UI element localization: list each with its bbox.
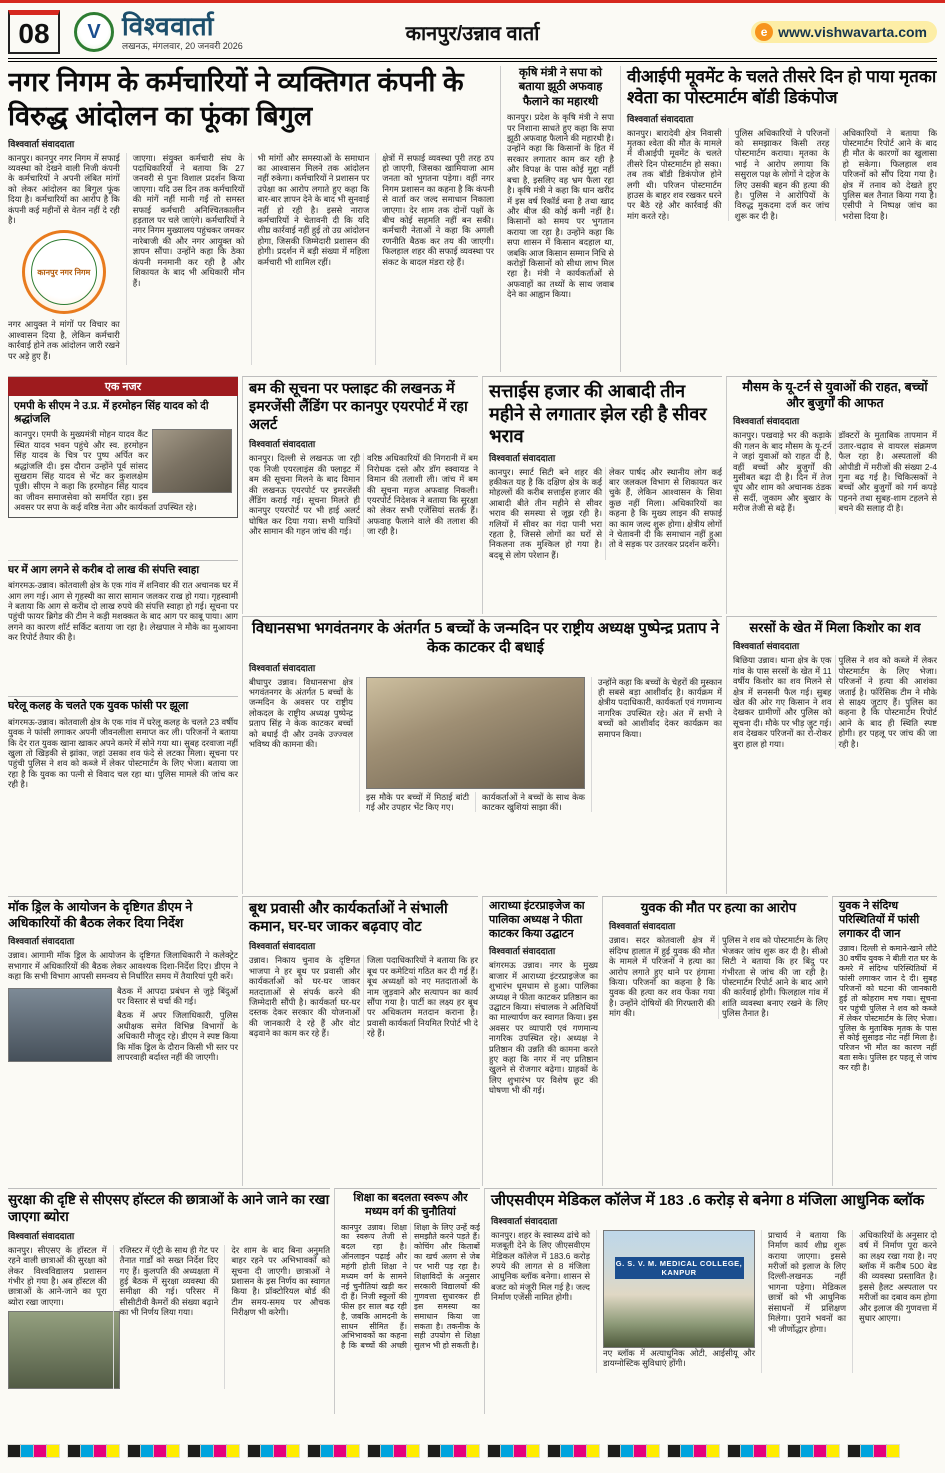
body-paragraph: उन्नाव। सदर कोतवाली क्षेत्र में संदिग्ध हालात में हुई युवक की मौत के मामले में परिजनों ने हत्या का आरोप लगाते हुए थाने पर हंगामा किया। परिजनों का कहना है कि युवक की हत्या कर शव फेंका गया है। उन्होंने दोषियों की गिरफ्तारी की मांग की। xyxy=(609,935,715,1019)
article-headline: जीएसवीएम मेडिकल कॉलेज में 183 .6 करोड़ से बनेगा 8 मंजिला आधुनिक ब्लॉक xyxy=(491,1192,925,1209)
color-swatch xyxy=(848,1445,860,1457)
body-paragraph: कानपुर। स्मार्ट सिटी बने शहर की हकीकत यह है कि दक्षिण क्षेत्र के कई मोहल्लों की करीब सत्ताईस हजार की आबादी बीते तीन महीने से सीवर भराव की समस्या से जूझ रही है। गलियों में सीवर का गंदा पानी भरा रहता है, जिससे लोगों का घरों से निकलना तक मुश्किल हो गया है। बदबू से लोग परेशान हैं। xyxy=(489,466,602,560)
body-paragraph: कानपुर। प्रदेश के कृषि मंत्री ने सपा पर निशाना साधते हुए कहा कि सपा झूठी अफवाह फैलाने की महारथी है। उन्होंने कहा कि किसानों के हित में सरकार लगातार काम कर रही है और विपक्ष के पास कोई मुद्दा नहीं बचा है, इसलिए वह भ्रम फैला रहा है। कृषि मंत्री ने कहा कि धान खरीद में इस वर्ष रिकॉर्ड बना है तथा खाद और बीज की कोई कमी नहीं है। किसानों को समय पर भुगतान कराया जा रहा है। उन्होंने कहा कि सपा शासन में किसान बदहाल था, जबकि आज किसान सम्मान निधि से करोड़ों किसानों को सीधा लाभ मिल रहा है। मंत्री ने कार्यकर्ताओं से अफवाहों का तथ्यों के साथ जवाब देने का आह्वान किया। xyxy=(507,112,614,300)
color-swatch xyxy=(527,1445,539,1457)
color-bar-group xyxy=(188,1445,239,1457)
body-paragraph: कानपुर। शहर के स्वास्थ्य ढांचे को मजबूती देने के लिए जीएसवीएम मेडिकल कॉलेज में 183.6 करोड़ रुपये की लागत से 8 मंजिला आधुनिक ब्लॉक बनेगा। शासन से बजट को मंजूरी मिल गई है। जल्द निर्माण एजेंसी नामित होगी। xyxy=(491,1229,590,1303)
article-sewer xyxy=(482,376,722,614)
color-swatch xyxy=(394,1445,406,1457)
color-swatch xyxy=(467,1445,479,1457)
birthday-cake-photo xyxy=(366,677,585,789)
color-bar-group xyxy=(488,1445,539,1457)
color-swatch xyxy=(287,1445,299,1457)
color-swatch xyxy=(34,1445,46,1457)
article-headline: युवक ने संदिग्ध परिस्थितियों में फांसी लगाकर दी जान xyxy=(839,900,920,940)
byline: विश्ववार्ता संवाददाता xyxy=(8,1230,75,1241)
color-swatch xyxy=(201,1445,213,1457)
color-swatch xyxy=(227,1445,239,1457)
color-swatch xyxy=(441,1445,453,1457)
article-shiksha xyxy=(334,1188,480,1414)
color-bar-group xyxy=(788,1445,839,1457)
color-swatch xyxy=(154,1445,166,1457)
body-paragraph: बैठक में अपर जिलाधिकारी, पुलिस अधीक्षक समेत विभिन्न विभागों के अधिकारी मौजूद रहे। डीएम ने स्पष्ट किया कि मॉक ड्रिल के दौरान किसी भी स्तर पर लापरवाही बर्दाश्त नहीं की जाएगी। xyxy=(117,1010,238,1063)
byline: विश्ववार्ता संवाददाता xyxy=(489,452,556,463)
e-globe-icon: e xyxy=(755,23,773,41)
article-headline: वीआईपी मूवमेंट के चलते तीसरे दिन हो पाया मृतका श्वेता का पोस्टमार्टम बॉडी डिकंपोज xyxy=(627,67,937,108)
article-weather xyxy=(726,376,937,614)
body-paragraph: पुलिस ने शव को कब्जे में लेकर पोस्टमार्टम के लिए भेजा। परिजनों ने हत्या की आशंका जताई है। फॉरेंसिक टीम ने मौके से साक्ष्य जुटाए हैं। पुलिस का कहना है कि पोस्टमार्टम रिपोर्ट आने के बाद ही स्थिति स्पष्ट होगी। हर पहलू पर जांच की जा रही है। xyxy=(838,655,937,749)
body-paragraph: कानपुर। कानपुर नगर निगम में सफाई व्यवस्था को देखने वाली निजी कंपनी के कर्मचारियों ने अपनी लंबित मांगों को लेकर आंदोलन का बिगुल फूंक दिया है। कर्मचारियों का आरोप है कि कंपनी कई महीनों से वेतन नहीं दे रही है। xyxy=(8,152,120,226)
body-paragraph: डॉक्टरों के मुताबिक तापमान में उतार-चढ़ाव से वायरल संक्रमण फैल रहा है। अस्पतालों की ओपीडी में मरीजों की संख्या 2-4 गुना बढ़ गई है। चिकित्सकों ने बच्चों और बुजुर्गों को गर्म कपड़े पहनने तथा सुबह-शाम टहलने से बचने की सलाह दी है। xyxy=(838,430,937,514)
article-headline: आराध्या इंटरप्राइजेज का पालिका अध्यक्ष ने फीता काटकर किया उद्घाटन xyxy=(489,900,585,940)
color-swatch xyxy=(814,1445,826,1457)
body-paragraph: कानपुर। पखवाड़े भर की कड़ाके की गलन के बाद मौसम के यू-टर्न ने जहां युवाओं को राहत दी है, वहीं बच्चों और बुजुर्गों की मुसीबत बढ़ा दी है। दिन में तेज धूप और शाम को अचानक ठंडक से सर्दी, जुकाम और बुखार के मरीज तेजी से बढ़े हैं। xyxy=(733,430,832,514)
color-bar-group xyxy=(248,1445,299,1457)
color-bar-group xyxy=(8,1445,59,1457)
page-number: 08 xyxy=(8,10,60,54)
byline: विश्ववार्ता संवाददाता xyxy=(627,113,694,124)
article-headline: सत्ताईस हजार की आबादी तीन महीने से लगातार झेल रही है सीवर भराव xyxy=(489,381,707,446)
byline: विश्ववार्ता संवाददाता xyxy=(249,941,316,952)
color-swatch xyxy=(608,1445,620,1457)
byline: विश्ववार्ता संवाददाता xyxy=(609,921,676,932)
article-body xyxy=(249,677,722,813)
article-headline: घर में आग लगने से करीब दो लाख की संपत्ति स्वाहा xyxy=(8,564,200,576)
body-paragraph: कानपुर उन्नाव। शिक्षा का स्वरूप तेजी से बदल रहा है। ऑनलाइन पढ़ाई और महंगी होती शिक्षा ने मध्यम वर्ग के सामने नई चुनौतियां खड़ी कर दी हैं। निजी स्कूलों की फीस हर साल बढ़ रही है, जबकि आमदनी के साधन सीमित हैं। अभिभावकों का कहना है कि बच्चों की अच्छी शिक्षा के लिए उन्हें कई समझौते करने पड़ते हैं। कोचिंग और किताबों का खर्च अलग से जेब पर भारी पड़ रहा है। शिक्षाविदों के अनुसार सरकारी विद्यालयों की गुणवत्ता सुधारकर ही इस समस्या का समाधान किया जा सकता है। तकनीक के सही उपयोग से शिक्षा सुलभ भी हो सकती है। xyxy=(341,1222,480,1351)
color-swatch xyxy=(887,1445,899,1457)
color-swatch xyxy=(167,1445,179,1457)
body-paragraph: नए ब्लॉक में अत्याधुनिक ओटी, आईसीयू और डायग्नोस्टिक सुविधाएं होंगी। xyxy=(603,1347,755,1369)
color-swatch xyxy=(94,1445,106,1457)
body-paragraph: भी मांगों और समस्याओं के समाधान का आश्वासन मिलने तक आंदोलन नहीं रुकेगा। कर्मचारियों ने प्रशासन पर उपेक्षा का आरोप लगाते हुए कहा कि बार-बार ज्ञापन देने के बाद भी सुनवाई नहीं हो रही है। इससे नाराज कर्मचारियों ने चेतावनी दी कि यदि शीघ्र कार्रवाई नहीं हुई तो उग्र आंदोलन होगा, जिसकी जिम्मेदारी प्रशासन की होगी। प्रदर्शन में बड़ी संख्या में महिला कर्मचारी भी शामिल रहीं। xyxy=(251,153,376,366)
body-paragraph: उन्नाव। दिल्ली से कमाने-खाने लौटे 30 वर्षीय युवक ने बीती रात घर के कमरे में संदिग्ध परिस्थितियों में फांसी लगाकर जान दे दी। सुबह परिजनों को घटना की जानकारी हुई तो कोहराम मच गया। सूचना पर पहुंची पुलिस ने शव को कब्जे में लेकर पोस्टमार्टम के लिए भेजा। पुलिस के मुताबिक मृतक के पास से कोई सुसाइड नोट नहीं मिला है। परिजन भी मौत का कारण नहीं बता सके। पुलिस हर पहलू से जांच कर रही है। xyxy=(839,944,937,1073)
color-bar-group xyxy=(308,1445,359,1457)
byline: विश्ववार्ता संवाददाता xyxy=(8,138,75,149)
color-swatch xyxy=(801,1445,813,1457)
color-swatch xyxy=(381,1445,393,1457)
body-paragraph: अधिकारियों के अनुसार दो वर्ष में निर्माण पूरा करने का लक्ष्य रखा गया है। नए ब्लॉक में करीब 500 बेड की व्यवस्था प्रस्तावित है। इससे हैलट अस्पताल पर मरीजों का दबाव कम होगा और इलाज की गुणवत्ता में सुधार आएगा। xyxy=(852,1230,937,1373)
article-headline: सरसों के खेत में मिला किशोर का शव xyxy=(749,620,921,635)
byline: विश्ववार्ता संवाददाता xyxy=(249,662,316,673)
color-swatch xyxy=(248,1445,260,1457)
color-swatch xyxy=(514,1445,526,1457)
body-paragraph: पुलिस ने शव को पोस्टमार्टम के लिए भेजकर जांच शुरू कर दी है। सीओ सिटी ने बताया कि हर बिंदु पर गंभीरता से जांच की जा रही है। पोस्टमार्टम रिपोर्ट आने के बाद आगे की कार्रवाई होगी। फिलहाल गांव में शांति व्यवस्था बनाए रखने के लिए पुलिस तैनात है। xyxy=(722,935,828,1019)
body-paragraph: बांगरमऊ उन्नाव। नगर के मुख्य बाजार में आराध्या इंटरप्राइजेज का शुभारंभ धूमधाम से हुआ। पालिका अध्यक्ष ने फीता काटकर प्रतिष्ठान का उद्घाटन किया। संचालक ने अतिथियों का माल्यार्पण कर स्वागत किया। इस अवसर पर व्यापारी एवं गणमान्य नागरिक उपस्थित रहे। अध्यक्ष ने प्रतिष्ठान की उन्नति की कामना करते हुए कहा कि नगर में नए प्रतिष्ठान खुलने से रोजगार बढ़ेगा। ग्राहकों के लिए शुभारंभ पर विशेष छूट की घोषणा भी की गई। xyxy=(489,960,598,1096)
color-swatch xyxy=(21,1445,33,1457)
article-headline: शिक्षा का बदलता स्वरूप और मध्यम वर्ग की चुनौतियां xyxy=(353,1192,468,1218)
article-headline: बम की सूचना पर फ्लाइट की लखनऊ में इमरजेंसी लैंडिंग पर कानपुर एयरपोर्ट में रहा अलर्ट xyxy=(249,381,468,434)
color-swatch xyxy=(634,1445,646,1457)
color-bar-group xyxy=(848,1445,899,1457)
paper-logo-icon: V xyxy=(74,12,114,52)
color-bar-group xyxy=(68,1445,119,1457)
tribute-photo xyxy=(152,429,232,493)
article-headline: बूथ प्रवासी और कार्यकर्ताओं ने संभाली कमान, घर-घर जाकर बढ़वाए वोट xyxy=(249,901,448,936)
article-body xyxy=(8,153,494,366)
color-swatch xyxy=(261,1445,273,1457)
byline: विश्ववार्ता संवाददाता xyxy=(489,946,556,957)
body-paragraph: कानपुर। एमपी के मुख्यमंत्री मोहन यादव कैंट स्थित यादव भवन पहुंचे और स्व. हरमोहन सिंह यादव के चित्र पर पुष्प अर्पित कर श्रद्धांजलि दी। इस दौरान उन्होंने पूर्व सांसद सुखराम सिंह यादव से भेंट कर कुशलक्षेम पूछी। सीएम ने कहा कि हरमोहन सिंह यादव का जीवन समाजसेवा को समर्पित रहा। इस अवसर पर सपा के कई वरिष्ठ नेता और कार्यकर्ता उपस्थित रहे। xyxy=(14,429,197,513)
byline: विश्ववार्ता संवाददाता xyxy=(8,936,75,947)
color-bar-group xyxy=(728,1445,779,1457)
color-swatch xyxy=(694,1445,706,1457)
body-paragraph: नगर आयुक्त ने मांगों पर विचार का आश्वासन दिया है, लेकिन कर्मचारी कार्रवाई होने तक आंदोलन जारी रखने पर अड़े हुए हैं। xyxy=(8,319,120,361)
byline: विश्ववार्ता संवाददाता xyxy=(249,439,316,450)
body-paragraph: जाएगा। संयुक्त कर्मचारी संघ के पदाधिकारियों ने बताया कि 27 जनवरी से पुनः विशाल प्रदर्शन किया जाएगा। यदि उस दिन तक कर्मचारियों की मांगें नहीं मानी गईं तो समस्त सफाई कर्मचारी अनिश्चितकालीन हड़ताल पर चले जाएंगे। कर्मचारियों ने नगर निगम मुख्यालय पहुंचकर जमकर नारेबाजी की और नगर आयुक्त को ज्ञापन सौंपा। उन्होंने कहा कि ठेका कंपनी मनमानी कर रही है और शिकायत के बाद भी अधिकारी मौन हैं। xyxy=(126,153,251,366)
body-paragraph: बांगरमऊ-उन्नाव। कोतवाली क्षेत्र के एक गांव में शनिवार की रात अचानक घर में आग लग गई। आग से गृहस्थी का सारा सामान जलकर राख हो गया। गृहस्वामी ने बताया कि आग से करीब दो लाख रुपये की संपत्ति स्वाहा हो गई। सूचना पर पहुंची फायर ब्रिगेड की टीम ने कड़ी मशक्कत के बाद आग पर काबू पाया। आग लगने का कारण शॉर्ट सर्किट बताया जा रहा है। लेखपाल ने मौके का मुआयना कर रिपोर्ट तैयार की है। xyxy=(8,580,238,643)
color-swatch xyxy=(681,1445,693,1457)
body-paragraph: पुलिस अधिकारियों ने परिजनों को समझाकर किसी तरह पोस्टमार्टम कराया। मृतका के भाई ने आरोप लगाया कि ससुराल पक्ष के लोगों ने दहेज के लिए उसकी बहन की हत्या की है। पुलिस ने आरोपियों के विरुद्ध मुकदमा दर्ज कर जांच शुरू कर दी है। xyxy=(728,128,836,222)
body-paragraph: वरिष्ठ अधिकारियों की निगरानी में बम निरोधक दस्ते और डॉग स्क्वायड ने विमान की तलाशी ली। जांच में बम की सूचना महज अफवाह निकली। एयरपोर्ट निदेशक ने बताया कि सुरक्षा को लेकर सभी एजेंसियां सतर्क हैं। अफवाह फैलाने वाले की तलाश की जा रही है। xyxy=(367,453,478,537)
body-paragraph: अधिकारियों ने बताया कि पोस्टमार्टम रिपोर्ट आने के बाद ही मौत के कारणों का खुलासा हो सकेगा। फिलहाल शव परिजनों को सौंप दिया गया है। क्षेत्र में तनाव को देखते हुए पुलिस बल तैनात किया गया है। एसीपी ने निष्पक्ष जांच का भरोसा दिया है। xyxy=(835,128,937,222)
color-swatch xyxy=(548,1445,560,1457)
article-body xyxy=(8,1245,330,1390)
color-swatch xyxy=(561,1445,573,1457)
color-swatch xyxy=(728,1445,740,1457)
color-swatch xyxy=(754,1445,766,1457)
article-headline: विधानसभा भगवंतनगर के अंतर्गत 5 बच्चों के जन्मदिन पर राष्ट्रीय अध्यक्ष पुष्पेन्द्र प्रताप ने केक काटकर दी बधाई xyxy=(251,620,720,656)
municipal-logo-image: कानपुर नगर निगम xyxy=(22,230,106,314)
color-bar-group xyxy=(668,1445,719,1457)
body-paragraph: उन्नाव। आगामी मॉक ड्रिल के आयोजन के दृष्टिगत जिलाधिकारी ने कलेक्ट्रेट सभागार में अधिकारियों की बैठक लेकर आवश्यक दिशा-निर्देश दिए। डीएम ने कहा कि सभी विभाग आपसी समन्वय से निर्धारित समय में तैयारियां पूरी करें। xyxy=(8,950,238,982)
color-swatch xyxy=(8,1445,20,1457)
article-gsvm-block xyxy=(484,1188,937,1414)
top-red-rule xyxy=(0,0,945,3)
color-swatch xyxy=(347,1445,359,1457)
masthead xyxy=(8,6,937,62)
body-paragraph: रजिस्टर में एंट्री के साथ ही गेट पर तैनात गार्डों को सख्त निर्देश दिए गए हैं। कुलपति की अध्यक्षता में हुई बैठक में सुरक्षा व्यवस्था की समीक्षा की गई। परिसर में सीसीटीवी कैमरों की संख्या बढ़ाने का भी निर्णय लिया गया। xyxy=(113,1245,225,1390)
color-bar-group xyxy=(548,1445,599,1457)
color-swatch xyxy=(574,1445,586,1457)
color-swatch xyxy=(874,1445,886,1457)
color-swatch xyxy=(128,1445,140,1457)
color-swatch xyxy=(188,1445,200,1457)
color-swatch xyxy=(454,1445,466,1457)
dm-meeting-photo xyxy=(8,988,112,1062)
edition-line: लखनऊ, मंगलवार, 20 जनवरी 2026 xyxy=(122,41,243,51)
body-paragraph: उन्नाव। निकाय चुनाव के दृष्टिगत भाजपा ने हर बूथ पर प्रवासी और कार्यकर्ताओं को घर-घर जाकर मतदाताओं से संपर्क करने की जिम्मेदारी सौंपी है। कार्यकर्ता घर-घर दस्तक देकर सरकार की योजनाओं की जानकारी दे रहे हैं और वोट बढ़वाने का काम कर रहे हैं। xyxy=(249,955,360,1039)
body-paragraph: देर शाम के बाद बिना अनुमति बाहर रहने पर अभिभावकों को सूचना दी जाएगी। छात्राओं ने प्रशासन के इस निर्णय का स्वागत किया है। प्रॉक्टोरियल बोर्ड की टीम समय-समय पर औचक निरीक्षण भी करेगी। xyxy=(224,1245,330,1390)
article-headline: मौसम के यू-टर्न से युवाओं की राहत, बच्चों और बुजुर्गों की आफत xyxy=(742,380,928,410)
color-swatch xyxy=(81,1445,93,1457)
color-swatch xyxy=(68,1445,80,1457)
color-swatch xyxy=(741,1445,753,1457)
article-vip-postmortem xyxy=(620,66,937,372)
color-swatch xyxy=(407,1445,419,1457)
article-booth-pravasi xyxy=(242,896,478,1186)
color-swatch xyxy=(308,1445,320,1457)
body-paragraph: प्राचार्य ने बताया कि निर्माण कार्य शीघ्र शुरू कराया जाएगा। इससे मरीजों को इलाज के लिए दिल्ली-लखनऊ नहीं भागना पड़ेगा। मेडिकल छात्रों को भी आधुनिक संसाधनों में प्रशिक्षण मिलेगा। पुराने भवनों का भी जीर्णोद्धार होगा। xyxy=(761,1230,852,1373)
article-aradhya-udghatan xyxy=(482,896,598,1186)
body-paragraph: बीघापुर उन्नाव। विधानसभा क्षेत्र भगवंतनगर के अंतर्गत 5 बच्चों के जन्मदिन के अवसर पर राष्ट्रीय लोकदल के राष्ट्रीय अध्यक्ष पुष्पेन्द्र प्रताप सिंह ने केक काटकर बच्चों को बधाई दी और उनके उज्ज्वल भविष्य की कामना की। xyxy=(249,676,353,750)
color-bar-group xyxy=(428,1445,479,1457)
article-bomb-alert xyxy=(242,376,478,614)
color-swatch xyxy=(621,1445,633,1457)
color-swatch xyxy=(767,1445,779,1457)
color-swatch xyxy=(587,1445,599,1457)
article-headline: मॉक ड्रिल के आयोजन के दृष्टिगत डीएम ने अधिकारियों की बैठक लेकर दिया निर्देश xyxy=(8,900,193,930)
article-gharelu-kalah xyxy=(8,696,238,894)
article-sarson-shav xyxy=(726,616,937,894)
section-title: कानपुर/उन्नाव वार्ता xyxy=(405,22,540,45)
website-url: www.vishwavarta.com xyxy=(778,24,927,40)
ek-nazar-box xyxy=(8,376,238,558)
article-body xyxy=(627,128,937,222)
body-paragraph: लेकर पार्षद और स्थानीय लोग कई बार जलकल विभाग से शिकायत कर चुके हैं, लेकिन आश्वासन के सिवा कुछ नहीं मिला। अधिकारियों का कहना है कि मुख्य लाइन की सफाई का काम जल्द शुरू होगा। क्षेत्रीय लोगों ने चेतावनी दी कि समाधान नहीं हुआ तो वे सड़क पर उतरकर प्रदर्शन करेंगे। xyxy=(609,466,722,550)
article-headline: नगर निगम के कर्मचारियों ने व्यक्तिगत कंपनी के विरुद्ध आंदोलन का फूंका बिगुल xyxy=(8,67,464,131)
article-yuvak-maut xyxy=(602,896,828,1186)
color-swatch xyxy=(647,1445,659,1457)
body-paragraph: बांगरमऊ-उन्नाव। कोतवाली क्षेत्र के एक गांव में घरेलू कलह के चलते 23 वर्षीय युवक ने फांसी लगाकर अपनी जीवनलीला समाप्त कर ली। परिजनों ने बताया कि देर रात युवक खाना खाकर अपने कमरे में सोने गया था। सुबह दरवाजा नहीं खुला तो खिड़की से झांका, जहां उसका शव फंदे से लटका मिला। सूचना पर पहुंची पुलिस ने शव को कब्जे में लेकर पोस्टमार्टम के लिए भेजा। बताया जा रहा है कि युवक का पत्नी से विवाद चल रहा था। पुलिस मामले की जांच कर रही है। xyxy=(8,716,238,790)
body-paragraph: जिला पदाधिकारियों ने बताया कि हर बूथ पर कमेटियां गठित कर दी गई हैं। बूथ अध्यक्षों को नए मतदाताओं के नाम जुड़वाने और सत्यापन का कार्य सौंपा गया है। पार्टी का लक्ष्य हर बूथ पर अधिकतम मतदान कराना है। प्रवासी कार्यकर्ता नियमित रिपोर्ट भी दे रहे हैं। xyxy=(367,955,478,1039)
body-paragraph: कानपुर। दिल्ली से लखनऊ जा रही एक निजी एयरलाइंस की फ्लाइट में बम की सूचना मिलने के बाद विमान की लखनऊ एयरपोर्ट पर इमरजेंसी लैंडिंग कराई गई। सूचना मिलते ही कानपुर एयरपोर्ट पर भी हाई अलर्ट घोषित कर दिया गया। सभी यात्रियों और सामान की गहन जांच की गई। xyxy=(249,453,360,537)
article-krishi-mantri xyxy=(500,66,614,372)
body-paragraph: उन्होंने कहा कि बच्चों के चेहरों की मुस्कान ही सबसे बड़ा आशीर्वाद है। कार्यक्रम में क्षेत्रीय पदाधिकारी, कार्यकर्ता एवं गणमान्य नागरिक उपस्थित रहे। अंत में सभी ने बच्चों को आशीर्वाद देकर कार्यक्रम का समापन किया। xyxy=(591,677,722,813)
color-swatch xyxy=(501,1445,513,1457)
article-mock-drill xyxy=(8,896,238,1186)
color-swatch xyxy=(827,1445,839,1457)
color-swatch xyxy=(788,1445,800,1457)
color-bar-group xyxy=(128,1445,179,1457)
article-headline: घरेलू कलह के चलते एक युवक फांसी पर झूला xyxy=(8,700,189,712)
body-paragraph: कानपुर। सीएसए के हॉस्टल में रहने वाली छात्राओं की सुरक्षा को लेकर विश्वविद्यालय प्रशासन गंभीर हो गया है। अब हॉस्टल की छात्राओं के आने-जाने का पूरा ब्योरा रखा जाएगा। xyxy=(8,1244,107,1307)
color-swatch xyxy=(321,1445,333,1457)
byline: विश्ववार्ता संवाददाता xyxy=(733,641,800,652)
color-swatch xyxy=(861,1445,873,1457)
color-swatch xyxy=(668,1445,680,1457)
color-swatch xyxy=(368,1445,380,1457)
article-headline: युवक की मौत पर हत्या का आरोप xyxy=(640,900,797,915)
paper-name-block xyxy=(122,13,243,51)
color-swatch xyxy=(141,1445,153,1457)
article-headline: कृषि मंत्री ने सपा को बताया झूठी अफवाह फैलाने का महारथी xyxy=(518,67,603,108)
paper-name: विश्ववार्ता xyxy=(122,11,214,41)
body-paragraph: बिछिया उन्नाव। थाना क्षेत्र के एक गांव के पास सरसों के खेत में 11 वर्षीय किशोर का शव मिलने से क्षेत्र में सनसनी फैल गई। सुबह खेत की ओर गए किसान ने शव देखकर ग्रामीणों और पुलिस को सूचना दी। मौके पर भीड़ जुट गई। शव देखकर परिजनों का रो-रोकर बुरा हाल हो गया। xyxy=(733,655,832,749)
article-headline: सुरक्षा की दृष्टि से सीएसए हॉस्टल की छात्राओं के आने जाने का रखा जाएगा ब्योरा xyxy=(8,1192,330,1224)
color-swatch xyxy=(214,1445,226,1457)
article-yuvak-fansi xyxy=(832,896,937,1186)
medical-college-sign: G. S. V. M. MEDICAL COLLEGE, KANPUR xyxy=(615,1258,743,1277)
body-paragraph: इस मौके पर बच्चों में मिठाई बांटी गई और उपहार भेंट किए गए। xyxy=(366,791,469,812)
hostel-meeting-photo xyxy=(8,1311,120,1389)
article-birthday xyxy=(242,616,722,894)
body-paragraph: कानपुर। बारादेवी क्षेत्र निवासी मृतका श्वेता की मौत के मामले में वीआईपी मूवमेंट के चलते तीसरे दिन पोस्टमार्टम हो सका। तब तक बॉडी डिकंपोज होने लगी थी। परिजन पोस्टमार्टम हाउस के बाहर शव रखकर धरने पर बैठे रहे और कार्रवाई की मांग करते रहे। xyxy=(627,127,722,221)
body-paragraph: बैठक में आपदा प्रबंधन से जुड़े बिंदुओं पर विस्तार से चर्चा की गई। xyxy=(117,985,238,1006)
article-ghar-aag xyxy=(8,560,238,694)
color-swatch xyxy=(274,1445,286,1457)
byline: विश्ववार्ता संवाददाता xyxy=(491,1215,558,1226)
article-csa-hostel xyxy=(8,1188,330,1414)
color-bar-group xyxy=(608,1445,659,1457)
color-swatch xyxy=(707,1445,719,1457)
color-swatch xyxy=(428,1445,440,1457)
color-swatch xyxy=(47,1445,59,1457)
article-nagar-nigam xyxy=(8,66,494,372)
ek-nazar-label: एक नजर xyxy=(8,377,238,396)
website-badge xyxy=(751,21,937,43)
byline: विश्ववार्ता संवाददाता xyxy=(733,416,800,427)
color-bar-group xyxy=(368,1445,419,1457)
color-swatch xyxy=(334,1445,346,1457)
article-body xyxy=(491,1230,937,1373)
color-swatch xyxy=(488,1445,500,1457)
color-swatch xyxy=(107,1445,119,1457)
medical-college-photo xyxy=(603,1230,755,1348)
print-color-bar xyxy=(8,1444,937,1458)
body-paragraph: कार्यकर्ताओं ने बच्चों के साथ केक काटकर खुशियां साझा कीं। xyxy=(475,792,585,813)
article-headline: एमपी के सीएम ने उ.प्र. में हरमोहन सिंह यादव को दी श्रद्धांजलि xyxy=(14,400,209,426)
body-paragraph: क्षेत्रों में सफाई व्यवस्था पूरी तरह ठप हो जाएगी, जिसका खामियाजा आम जनता को भुगतना पड़ेगा। वहीं नगर निगम प्रशासन का कहना है कि कंपनी से वार्ता कर जल्द समाधान निकाला जाएगा। देर शाम तक दोनों पक्षों के बीच कोई सहमति नहीं बन सकी। कर्मचारी नेताओं ने कहा कि अगली रणनीति बैठक कर तय की जाएगी। फिलहाल शहर की सफाई व्यवस्था पर संकट के बादल मंडरा रहे हैं। xyxy=(375,153,494,366)
